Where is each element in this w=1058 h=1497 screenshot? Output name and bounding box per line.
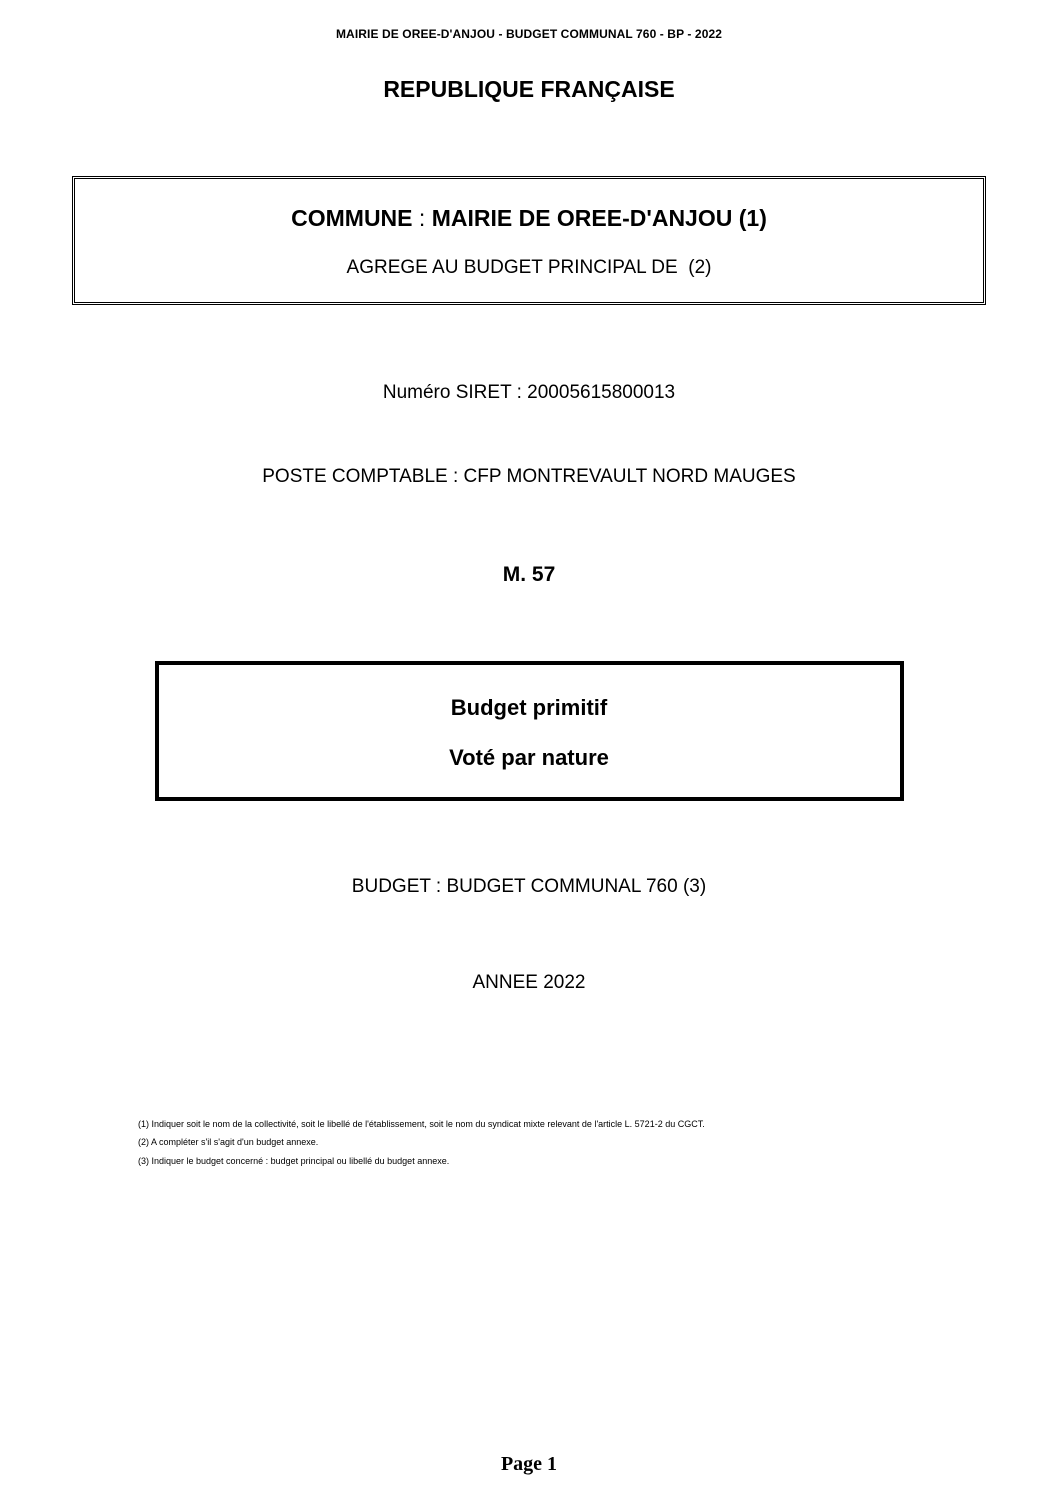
commune-separator: : <box>412 205 432 231</box>
commune-label: COMMUNE <box>291 205 413 231</box>
poste-comptable: POSTE COMPTABLE : CFP MONTREVAULT NORD MAUGES <box>262 466 796 487</box>
budget-name: BUDGET : BUDGET COMMUNAL 760 (3) <box>351 876 707 897</box>
budget-year: ANNEE 2022 <box>472 972 586 993</box>
vote-type: Voté par nature <box>449 745 609 770</box>
running-header: MAIRIE DE OREE-D'ANJOU - BUDGET COMMUNAL 760 - BP - 2022 <box>335 27 723 41</box>
commune-frame <box>72 176 986 305</box>
accounting-norm: M. 57 <box>502 563 556 586</box>
budget-type: Budget primitif <box>450 695 608 720</box>
commune-line <box>0 205 1058 232</box>
footnote-1: (1) Indiquer soit le nom de la collectivité, soit le libellé de l'établissement, soit le nom du syndicat mixte relevant de l'article L. 5721-2 du CGCT. <box>138 1119 705 1129</box>
republic-title: REPUBLIQUE FRANÇAISE <box>383 76 675 102</box>
footnote-2: (2) A compléter s'il s'agit d'un budget annexe. <box>138 1137 319 1147</box>
page-number: Page 1 <box>500 1453 558 1475</box>
siret-number: Numéro SIRET : 20005615800013 <box>382 382 676 403</box>
aggregate-line: AGREGE AU BUDGET PRINCIPAL DE (2) <box>346 257 712 278</box>
budget-type-frame <box>155 661 904 801</box>
footnote-3: (3) Indiquer le budget concerné : budget principal ou libellé du budget annexe. <box>138 1156 450 1166</box>
commune-name: MAIRIE DE OREE-D'ANJOU (1) <box>431 205 767 231</box>
